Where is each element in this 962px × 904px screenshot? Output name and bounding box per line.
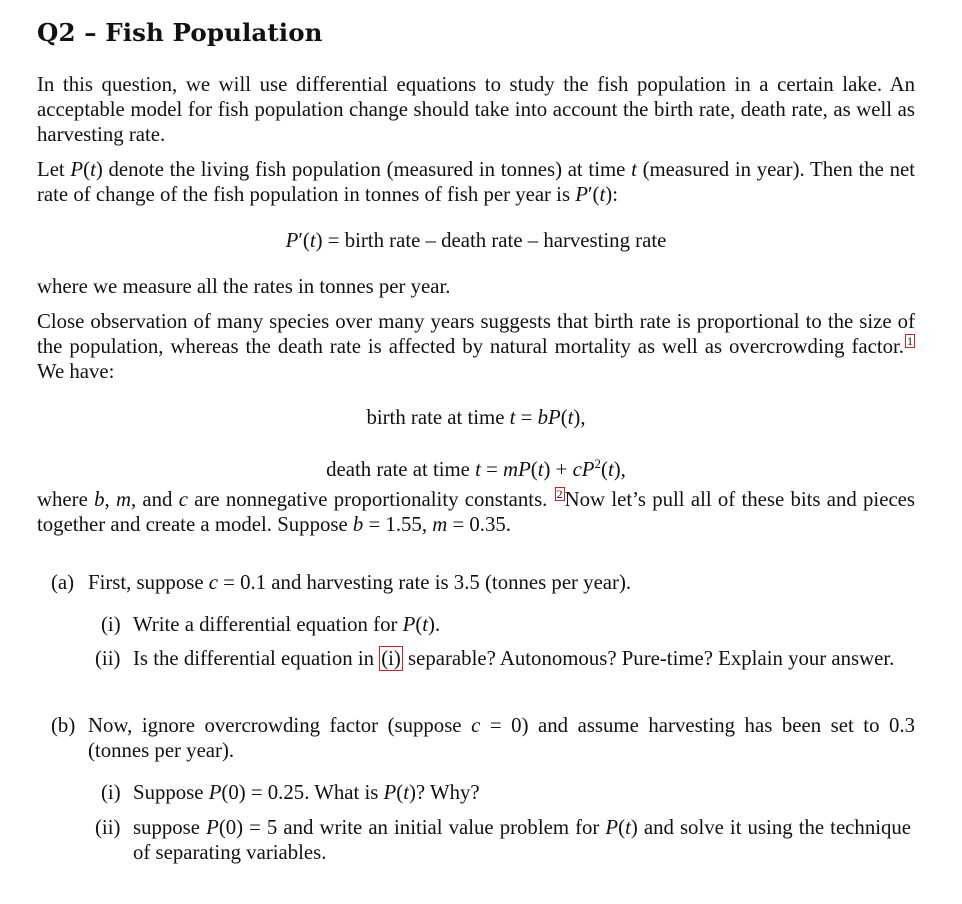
part-a-i-label: (i) xyxy=(101,613,121,636)
ref-part-a-i-link[interactable]: (i) xyxy=(381,647,401,670)
part-a-ii-text: Is the differential equation in (i) separable? Autonomous? Pure-time? Explain your answer. xyxy=(133,647,895,670)
birth-rate-equation: birth rate at time t = bP(t), xyxy=(366,406,586,429)
intro-paragraph: In this question, we will use differential equations to study the fish population in a certain lake. An acceptable model for fish population change should take into account the birth rate, death rate, as well as harvesting rate. xyxy=(37,73,915,146)
footnote-2-link[interactable]: 2 xyxy=(556,487,563,501)
part-b-label: (b) xyxy=(51,714,76,737)
part-b-ii-text: suppose P(0) = 5 and write an initial value problem for P(t) and solve it using the technique of separating variables. xyxy=(133,816,912,864)
part-a-text: First, suppose c = 0.1 and harvesting rate is 3.5 (tonnes per year). xyxy=(88,571,632,594)
part-b-ii-label: (ii) xyxy=(95,816,121,839)
page-title: Q2 – Fish Population xyxy=(37,18,323,47)
constants-paragraph: where b, m, and c are nonnegative proportionality constants. 2Now let’s pull all of these bits and pieces together and create a model. Suppose b = 1.55, m = 0.35. xyxy=(37,487,915,536)
observation-paragraph: Close observation of many species over many years suggests that birth rate is proportional to the size of the population, whereas the death rate is affected by natural mortality as well as overcrowding factor. 1 We have: xyxy=(37,310,915,383)
part-b-i-text: Suppose P(0) = 0.25. What is P(t)? Why? xyxy=(133,781,480,804)
death-rate-equation: death rate at time $t = mP(t) + cP^2(t)$, xyxy=(326,456,626,481)
document-page xyxy=(37,14,916,864)
part-a-i-text: Write a differential equation for P(t). xyxy=(133,613,441,636)
part-b-text: Now, ignore overcrowding factor (suppose c = 0) and assume harvesting has been set to 0.3 (tonnes per year). xyxy=(88,714,916,762)
units-paragraph: where we measure all the rates in tonnes per year. xyxy=(37,275,451,298)
definition-paragraph: Let P(t) denote the living fish population (measured in tonnes) at time t (measured in year). Then the net rate of change of the fish population in tonnes of fish per year is P′(t): xyxy=(37,158,915,206)
part-a-label: (a) xyxy=(51,571,75,594)
part-b-i-label: (i) xyxy=(101,781,121,804)
footnote-1-link[interactable]: 1 xyxy=(907,334,913,348)
rate-equation: P′(t) = birth rate – death rate – harvesting rate xyxy=(285,229,667,252)
part-a-ii-label: (ii) xyxy=(95,647,121,670)
